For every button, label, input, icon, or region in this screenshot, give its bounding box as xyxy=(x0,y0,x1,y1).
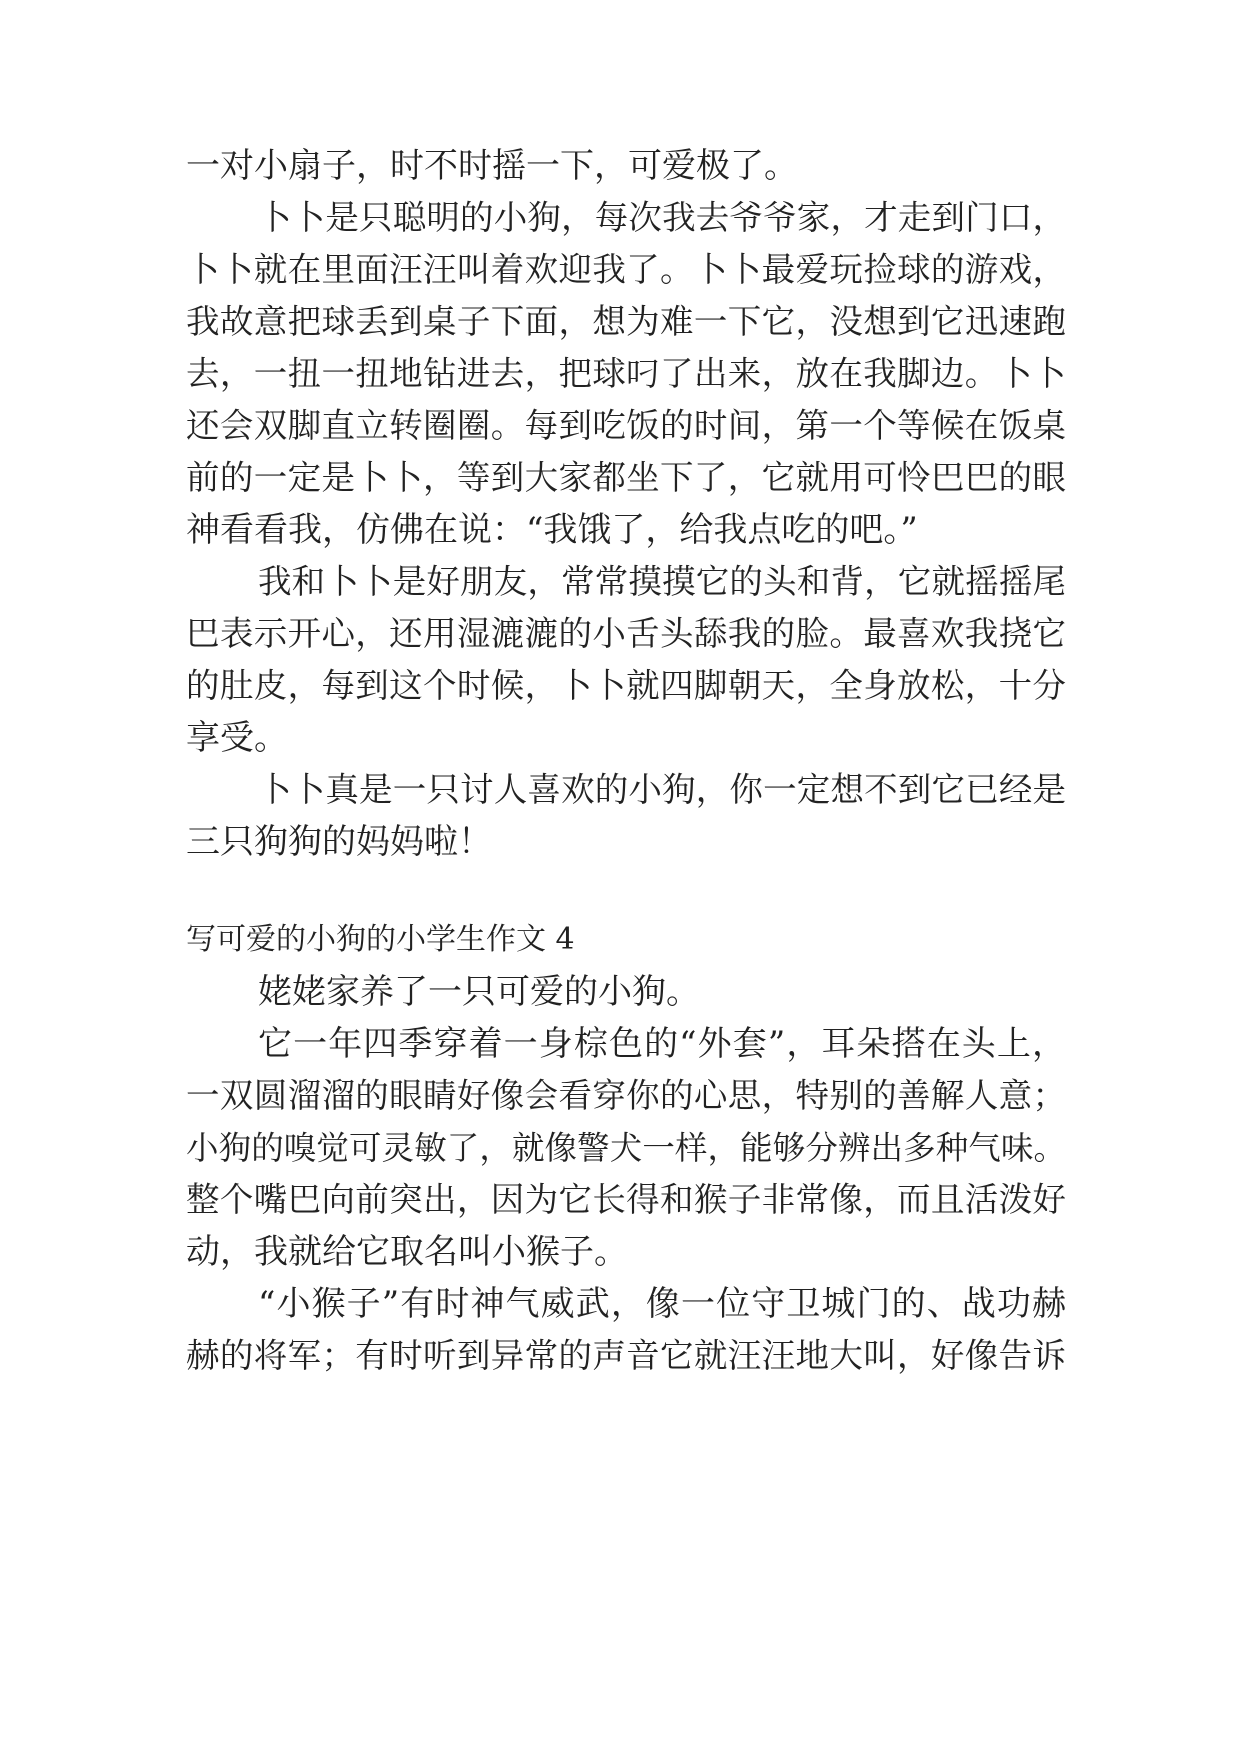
text-line: 去，一扭一扭地钻进去，把球叼了出来，放在我脚边。卜卜 xyxy=(186,354,1066,393)
text-line: 赫的将军；有时听到异常的声音它就汪汪地大叫，好像告诉 xyxy=(186,1336,1066,1375)
text-line: 还会双脚直立转圈圈。每到吃饭的时间，第一个等候在饭桌 xyxy=(186,406,1066,445)
text-line: 它一年四季穿着一身棕色的“外套”，耳朵搭在头上， xyxy=(258,1024,1066,1064)
text-line: 整个嘴巴向前突出，因为它长得和猴子非常像，而且活泼好 xyxy=(186,1180,1066,1219)
text-line: 卜卜就在里面汪汪叫着欢迎我了。卜卜最爱玩捡球的游戏， xyxy=(186,250,1066,289)
text-line: 一对小扇子，时不时摇一下，可爱极了。 xyxy=(186,146,798,186)
text-line: 我和卜卜是好朋友，常常摸摸它的头和背，它就摇摇尾 xyxy=(258,562,1066,601)
text-line: 动，我就给它取名叫小猴子。 xyxy=(186,1232,628,1272)
text-line: 我故意把球丢到桌子下面，想为难一下它，没想到它迅速跑 xyxy=(186,302,1066,341)
text-line: 小狗的嗅觉可灵敏了，就像警犬一样，能够分辨出多种气味。 xyxy=(186,1129,1066,1167)
text-line: 神看看我，仿佛在说：“我饿了，给我点吃的吧。” xyxy=(186,510,918,550)
text-line: 的肚皮，每到这个时候，卜卜就四脚朝天，全身放松，十分 xyxy=(186,666,1066,705)
text-line: 卜卜是只聪明的小狗，每次我去爷爷家，才走到门口， xyxy=(258,198,1066,237)
text-line: 享受。 xyxy=(186,718,288,758)
text-line: “小猴子”有时神气威武，像一位守卫城门的、战功赫 xyxy=(258,1284,1066,1324)
text-line: 前的一定是卜卜，等到大家都坐下了，它就用可怜巴巴的眼 xyxy=(186,458,1066,497)
text-line: 一双圆溜溜的眼睛好像会看穿你的心思，特别的善解人意； xyxy=(186,1076,1066,1115)
section-heading: 写可爱的小狗的小学生作文 4 xyxy=(186,922,575,957)
text-line: 姥姥家养了一只可爱的小狗。 xyxy=(258,972,700,1012)
text-line: 卜卜真是一只讨人喜欢的小狗，你一定想不到它已经是 xyxy=(258,770,1066,809)
text-line: 三只狗狗的妈妈啦！ xyxy=(186,822,492,862)
text-line: 巴表示开心，还用湿漉漉的小舌头舔我的脸。最喜欢我挠它 xyxy=(186,614,1066,653)
